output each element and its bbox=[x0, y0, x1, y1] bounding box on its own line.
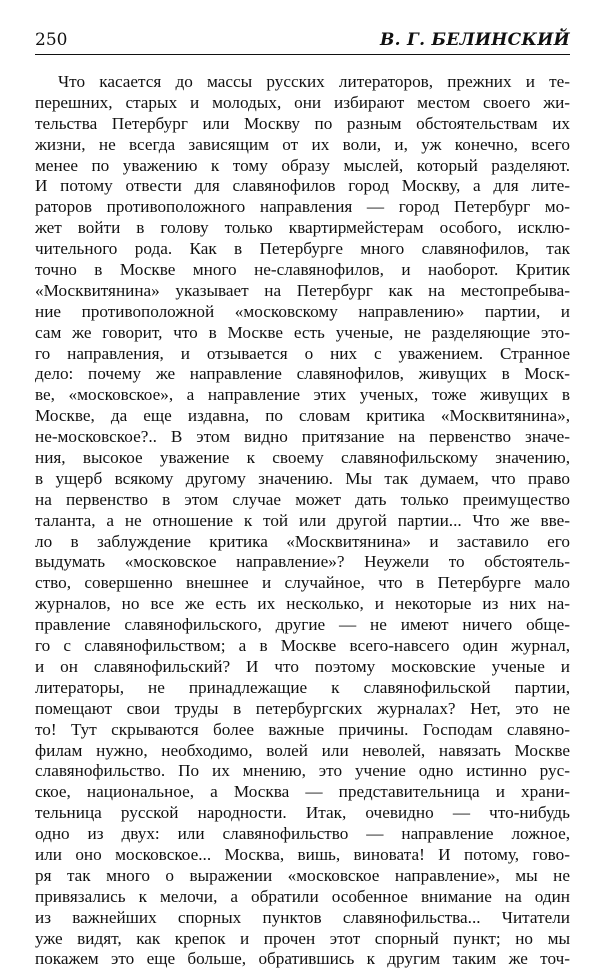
text-line: помещают свои труды в петербургских журналах? Нет, это не bbox=[35, 698, 570, 718]
text-line: менее по уважению к тому образу мыслей, который разделяют. bbox=[35, 155, 570, 175]
text-line: перешних, старых и молодых, они избирают местом своего жи- bbox=[35, 92, 570, 112]
running-head-author: В. Г. БЕЛИНСКИЙ bbox=[379, 30, 570, 50]
page-number: 250 bbox=[35, 30, 68, 50]
text-line: в ущерб всякому другому значению. Мы так думаем, что право bbox=[35, 468, 570, 488]
text-line: ние противоположной «московскому направлению» партии, и bbox=[35, 301, 570, 321]
text-line: ство, совершенно внешнее и случайное, что в Петербурге мало bbox=[35, 573, 570, 593]
text-line: Москве, да еще издавна, по словам критика «Москвитянина», bbox=[35, 406, 570, 426]
text-line: ве, «московское», а направление этих ученых, тоже живущих в bbox=[35, 385, 570, 405]
text-line: тельница русской народности. Итак, очевидно — что-нибудь bbox=[35, 803, 570, 823]
running-head bbox=[35, 30, 570, 55]
text-line: ря так много о выражении «московское направление», мы не bbox=[35, 865, 570, 885]
text-line: не-московское?.. В этом видно притязание на первенство значе- bbox=[35, 427, 570, 447]
text-line: выдумать «московское направление»? Неужели то обстоятель- bbox=[35, 552, 570, 572]
text-line: привязались к мелочи, а обратили особенное внимание на один bbox=[35, 886, 570, 906]
text-line: покажем это еще больше, обратившись к другим таким же точ- bbox=[35, 949, 570, 969]
body-paragraph bbox=[35, 72, 570, 970]
text-line: ло в заблуждение критика «Москвитянина» и заставило его bbox=[35, 531, 570, 551]
text-line: таланта, а не отношение к той или другой партии... Что же вве- bbox=[35, 510, 570, 530]
text-line: и он славянофильский? И что поэтому московские ученые и bbox=[35, 656, 570, 676]
text-line: славянофильство. По их мнению, это учение одно истинно рус- bbox=[35, 761, 570, 781]
text-line: или оно московское... Москва, вишь, виновата! И потому, гово- bbox=[35, 844, 570, 864]
text-line: чительного рода. Как в Петербурге много славянофилов, так bbox=[35, 239, 570, 259]
text-line: на первенство в этом случае может дать только преимущество bbox=[35, 489, 570, 509]
text-line: из важнейших спорных пунктов славянофильства... Читатели bbox=[35, 907, 570, 927]
text-line: Что касается до массы русских литераторов, прежних и те- bbox=[58, 72, 570, 91]
text-line: одно из двух: или славянофильство — направление ложное, bbox=[35, 824, 570, 844]
text-line: «Москвитянина» указывает на Петербург как на местопребыва- bbox=[35, 280, 570, 300]
text-line: жет войти в голову только квартирмейстерам особого, исклю- bbox=[35, 218, 570, 238]
text-line: го с славянофильством; а в Москве всего-навсего один журнал, bbox=[35, 636, 570, 656]
text-line: го направления, и отзывается о них с уважением. Странное bbox=[35, 343, 570, 363]
text-line: журналов, но все же есть их несколько, и некоторые из них на- bbox=[35, 594, 570, 614]
text-line: сам же говорит, что в Москве есть ученые, не разделяющие это- bbox=[35, 322, 570, 342]
text-line: И потому отвести для славянофилов город Москву, а для лите- bbox=[35, 176, 570, 196]
text-line: уже видят, как крепок и прочен этот спорный пункт; но мы bbox=[35, 928, 570, 948]
text-line: раторов противоположного направления — город Петербург мо- bbox=[35, 197, 570, 217]
text-line: ния, высокое уважение к своему славянофильскому значению, bbox=[35, 448, 570, 468]
text-line: дело: почему же направление славянофилов, живущих в Моск- bbox=[35, 364, 570, 384]
text-line: точно в Москве много не-славянофилов, и наоборот. Критик bbox=[35, 260, 570, 280]
text-line: то! Тут скрываются более важные причины. Господам славяно- bbox=[35, 719, 570, 739]
book-page bbox=[35, 30, 570, 970]
text-line: жизни, не всегда зависящим от их воли, и, уж конечно, всего bbox=[35, 134, 570, 154]
text-line: правление славянофильского, другие — не имеют ничего обще- bbox=[35, 615, 570, 635]
text-line: ское, национальное, а Москва — представительница и храни- bbox=[35, 782, 570, 802]
text-line: литераторы, не принадлежащие к славянофильской партии, bbox=[35, 677, 570, 697]
text-line: тельства Петербург или Москву по разным обстоятельствам их bbox=[35, 113, 570, 133]
text-line: филам нужно, необходимо, волей или неволей, навязать Москве bbox=[35, 740, 570, 760]
